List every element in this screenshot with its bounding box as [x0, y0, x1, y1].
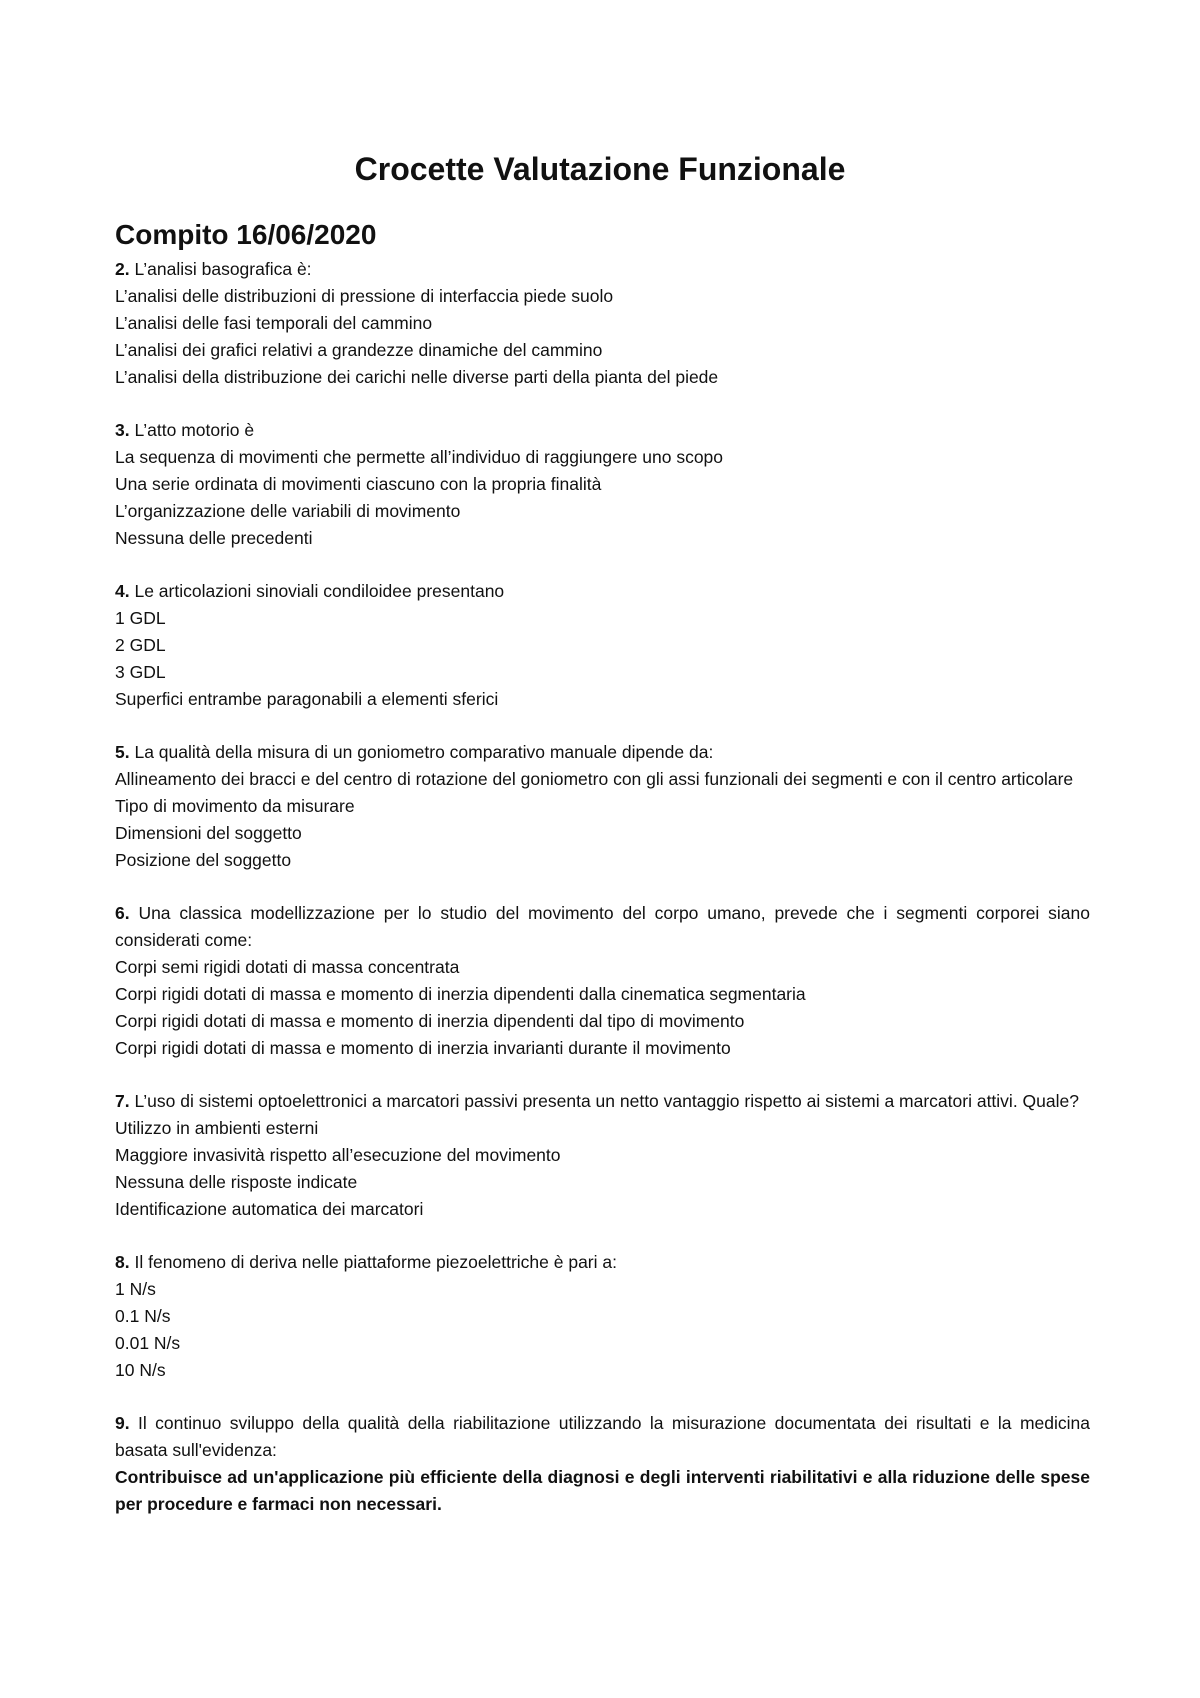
question-9	[115, 1410, 1090, 1518]
answer-option: 0.1 N/s	[115, 1306, 171, 1326]
answer-option: Superfici entrambe paragonabili a elementi sferici	[115, 689, 499, 709]
question-prompt: Una classica modellizzazione per lo studio del movimento del corpo umano, prevede che i segmenti corporei siano considerati come:	[115, 903, 1090, 950]
question-3	[115, 417, 1090, 552]
question-text	[115, 1249, 1090, 1276]
answer-option: 0.01 N/s	[115, 1333, 181, 1353]
question-number: 7.	[115, 1091, 130, 1111]
question-text	[115, 739, 1090, 766]
answer-option: Corpi rigidi dotati di massa e momento di inerzia invarianti durante il movimento	[115, 1038, 731, 1058]
question-text	[115, 900, 1090, 954]
question-text	[115, 578, 1090, 605]
question-prompt: La qualità della misura di un goniometro comparativo manuale dipende da:	[134, 742, 714, 762]
question-4	[115, 578, 1090, 713]
answer-option: 1 N/s	[115, 1279, 156, 1299]
answer-option: Nessuna delle risposte indicate	[115, 1172, 358, 1192]
answer-option: Corpi rigidi dotati di massa e momento di inerzia dipendenti dalla cinematica segmentaria	[115, 984, 806, 1004]
answer-option: Una serie ordinata di movimenti ciascuno con la propria finalità	[115, 474, 602, 494]
question-5	[115, 739, 1090, 874]
question-number: 9.	[115, 1413, 130, 1433]
question-prompt: L’uso di sistemi optoelettronici a marcatori passivi presenta un netto vantaggio rispetto ai sistemi a marcatori attivi. Quale?	[134, 1091, 1079, 1111]
question-2	[115, 256, 1090, 391]
exam-date-heading: Compito 16/06/2020	[115, 219, 377, 250]
question-number: 2.	[115, 259, 130, 279]
question-7	[115, 1088, 1090, 1223]
answer-option: 2 GDL	[115, 635, 166, 655]
question-number: 5.	[115, 742, 130, 762]
question-number: 3.	[115, 420, 130, 440]
answer-option: Corpi semi rigidi dotati di massa concentrata	[115, 957, 460, 977]
document-title: Crocette Valutazione Funzionale	[354, 151, 846, 187]
answer-option: 10 N/s	[115, 1360, 166, 1380]
question-number: 4.	[115, 581, 130, 601]
question-text	[115, 417, 1090, 444]
answer-option: Identificazione automatica dei marcatori	[115, 1199, 424, 1219]
answer-option: L’analisi della distribuzione dei carichi nelle diverse parti della pianta del piede	[115, 367, 719, 387]
answer-option: Allineamento dei bracci e del centro di rotazione del goniometro con gli assi funzionali dei segmenti e con il centro articolare	[115, 769, 1074, 789]
question-number: 6.	[115, 903, 130, 923]
document-body	[115, 218, 1090, 1544]
answer-option: L’analisi dei grafici relativi a grandezze dinamiche del cammino	[115, 340, 603, 360]
answer-option: L’analisi delle distribuzioni di pressione di interfaccia piede suolo	[115, 286, 614, 306]
question-6	[115, 900, 1090, 1062]
answer-option: 3 GDL	[115, 662, 166, 682]
answer-option: L’organizzazione delle variabili di movimento	[115, 501, 461, 521]
question-prompt: Le articolazioni sinoviali condiloidee presentano	[134, 581, 505, 601]
question-prompt: L’analisi basografica è:	[134, 259, 312, 279]
question-prompt: Il fenomeno di deriva nelle piattaforme piezoelettriche è pari a:	[134, 1252, 617, 1272]
answer-option: L’analisi delle fasi temporali del cammino	[115, 313, 433, 333]
question-text	[115, 1088, 1090, 1115]
answer-option: Tipo di movimento da misurare	[115, 796, 355, 816]
answer-option: Posizione del soggetto	[115, 850, 292, 870]
answer-option: Corpi rigidi dotati di massa e momento di inerzia dipendenti dal tipo di movimento	[115, 1011, 745, 1031]
answer-option: Maggiore invasività rispetto all’esecuzione del movimento	[115, 1145, 561, 1165]
answer-option: Nessuna delle precedenti	[115, 528, 313, 548]
answer-option: La sequenza di movimenti che permette all’individuo di raggiungere uno scopo	[115, 447, 724, 467]
question-text	[115, 1410, 1090, 1464]
question-number: 8.	[115, 1252, 130, 1272]
answer-option: Utilizzo in ambienti esterni	[115, 1118, 319, 1138]
question-prompt: Il continuo sviluppo della qualità della riabilitazione utilizzando la misurazione documentata dei risultati e la medicina basata sull'evidenza:	[115, 1413, 1090, 1460]
answer-option: 1 GDL	[115, 608, 166, 628]
answer-option: Dimensioni del soggetto	[115, 823, 302, 843]
answer-option: Contribuisce ad un'applicazione più efficiente della diagnosi e degli interventi riabilitativi e alla riduzione delle spese per procedure e farmaci non necessari.	[115, 1467, 1090, 1514]
question-prompt: L’atto motorio è	[134, 420, 255, 440]
question-text	[115, 256, 1090, 283]
question-8	[115, 1249, 1090, 1384]
